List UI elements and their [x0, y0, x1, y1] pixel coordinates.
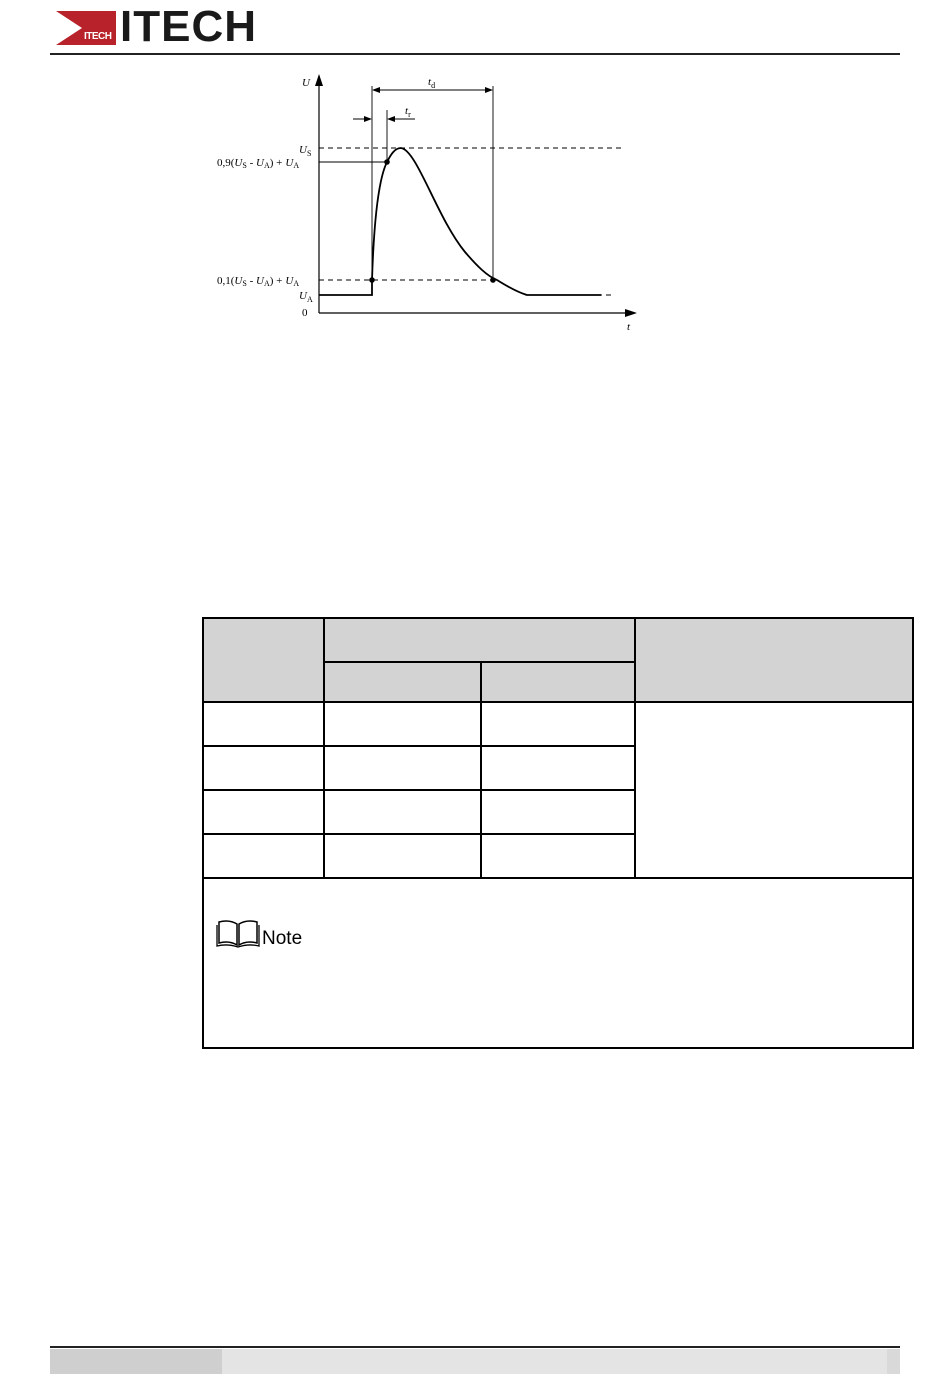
note-cell: [203, 878, 913, 1048]
table-cell: [635, 702, 913, 878]
x-axis-label: t: [627, 321, 631, 333]
level10-label: 0,1(US - UA) + UA: [217, 275, 300, 288]
y-axis-label: U: [302, 77, 310, 89]
table-cell: [203, 834, 324, 878]
table-cell: [481, 746, 635, 790]
table-cell: [324, 746, 481, 790]
table-header-cell: [203, 618, 324, 702]
y-axis-arrow: [315, 74, 323, 86]
table-header-cell: [324, 662, 481, 702]
table-cell: [481, 790, 635, 834]
table-cell: [324, 790, 481, 834]
table-header-cell: [635, 618, 913, 702]
table-cell: [203, 790, 324, 834]
table-cell: [203, 702, 324, 746]
ua-label: $U_A$: [299, 290, 313, 304]
open-book-icon: [216, 919, 260, 949]
footer-middle-segment: [222, 1349, 887, 1374]
point-90-rise: [384, 159, 390, 165]
footer-left-segment: [50, 1349, 222, 1374]
table-row: [203, 702, 913, 746]
surge-waveform-figure: [205, 68, 645, 340]
x-axis-arrow: [625, 309, 637, 317]
table-cell: [481, 702, 635, 746]
logo-mark-icon: [56, 11, 116, 45]
table-cell: [203, 746, 324, 790]
logo-word: ITECH: [120, 2, 257, 51]
point-10-fall: [490, 277, 496, 283]
waveform-curve: [319, 148, 601, 295]
level90-label: 0,9(US - UA) + UA: [217, 157, 300, 170]
spec-table: [202, 617, 914, 1049]
table-header-cell: [481, 662, 635, 702]
note-label: Note: [262, 928, 303, 949]
td-label: $t_d$: [428, 76, 436, 90]
footer-rule: [50, 1346, 900, 1348]
tr-label: $t_r$: [405, 105, 411, 119]
table-cell: [481, 834, 635, 878]
header-rule: [50, 53, 900, 55]
us-label: $U_S$: [299, 144, 312, 158]
table-cell: [324, 702, 481, 746]
itech-logo: [56, 2, 316, 51]
page-header: [50, 0, 900, 56]
footer-bar: [50, 1349, 900, 1374]
table-header-cell: [324, 618, 635, 662]
zero-label: 0: [302, 307, 308, 319]
logo-small-text: ITECH: [84, 31, 112, 42]
point-10-rise: [369, 277, 375, 283]
table-cell: [324, 834, 481, 878]
